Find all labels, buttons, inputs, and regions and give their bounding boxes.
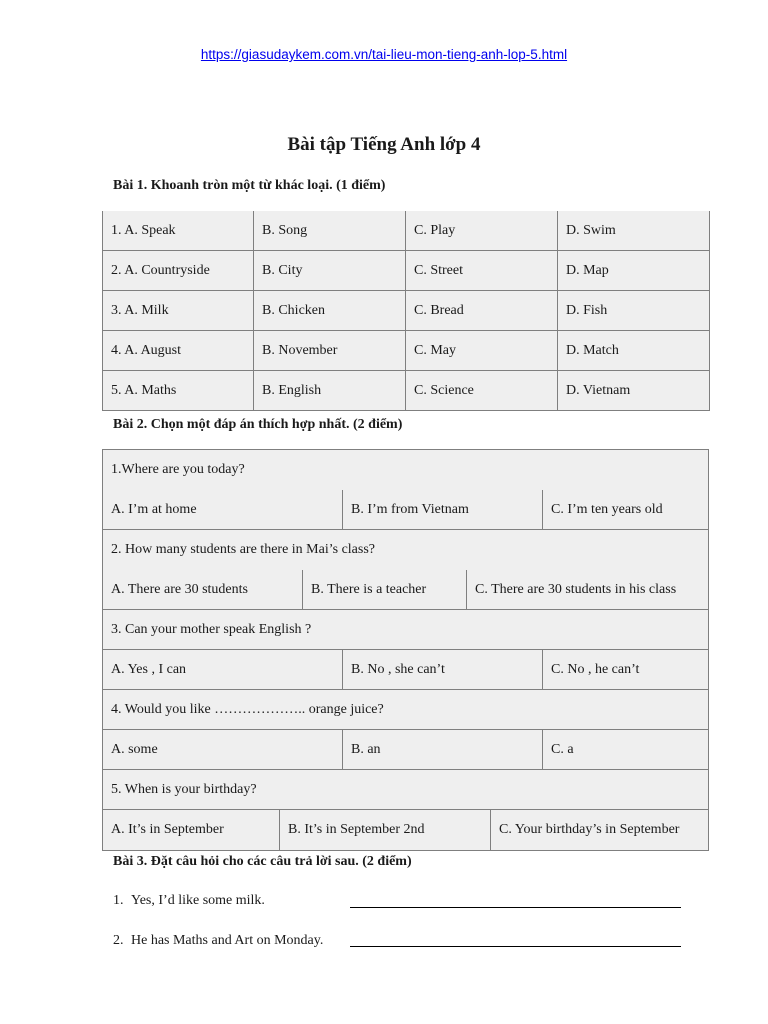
exercise-1-option: B. Chicken — [254, 291, 406, 331]
question-text: 2. How many students are there in Mai’s class? — [111, 542, 375, 557]
answer-option: B. I’m from Vietnam — [342, 490, 542, 529]
item-answer-text: He has Maths and Art on Monday. — [131, 933, 324, 948]
options-row — [103, 570, 708, 610]
answer-option: A. I’m at home — [111, 502, 197, 517]
exercise-2-table — [102, 449, 709, 851]
question-text: 1.Where are you today? — [111, 462, 245, 477]
exercise-1-option: D. Swim — [558, 211, 710, 251]
exercise-1-option: B. City — [254, 251, 406, 291]
answer-blank-line — [350, 946, 681, 947]
options-row — [103, 490, 708, 530]
question-row — [103, 450, 708, 490]
table-row — [103, 291, 710, 331]
worksheet-title: Bài tập Tiếng Anh lớp 4 — [287, 134, 481, 155]
answer-option: A. Yes , I can — [111, 662, 187, 677]
exercise-1-option: B. November — [254, 331, 406, 371]
exercise-1-option: 2. A. Countryside — [103, 251, 254, 291]
answer-option: C. No , he can’t — [542, 650, 708, 689]
table-row — [103, 371, 710, 411]
exercise-1-option: B. English — [254, 371, 406, 411]
exercise-1-option: 3. A. Milk — [103, 291, 254, 331]
answer-option: B. No , she can’t — [342, 650, 542, 689]
exercise-1-table — [102, 211, 710, 411]
exercise-1-option: C. May — [406, 331, 558, 371]
exercise-1-option: C. Street — [406, 251, 558, 291]
exercise-1-option: D. Vietnam — [558, 371, 710, 411]
question-row — [103, 690, 708, 730]
table-row — [103, 211, 710, 251]
source-link[interactable]: https://giasudaykem.com.vn/tai-lieu-mon-tieng-anh-lop-5.html — [200, 47, 568, 62]
exercise-1-heading: Bài 1. Khoanh tròn một từ khác loại. (1 điểm) — [113, 178, 386, 193]
exercise-2-heading: Bài 2. Chọn một đáp án thích hợp nhất. (2 điểm) — [113, 417, 403, 432]
exercise-1-option: B. Song — [254, 211, 406, 251]
options-row — [103, 730, 708, 770]
item-number: 2. — [113, 933, 124, 948]
answer-option: C. a — [542, 730, 708, 769]
question-text: 3. Can your mother speak English ? — [111, 622, 312, 637]
exercise-1-option: 1. A. Speak — [103, 211, 254, 251]
exercise-1-option: D. Map — [558, 251, 710, 291]
item-number: 1. — [113, 893, 124, 908]
answer-blank-line — [350, 907, 681, 908]
answer-option: B. There is a teacher — [302, 570, 466, 609]
exercise-1-option: C. Science — [406, 371, 558, 411]
exercise-1-option: 4. A. August — [103, 331, 254, 371]
answer-option: C. I’m ten years old — [542, 490, 708, 529]
question-text: 5. When is your birthday? — [111, 782, 257, 797]
table-row — [103, 251, 710, 291]
exercise-1-option: C. Play — [406, 211, 558, 251]
question-row — [103, 770, 708, 810]
options-row — [103, 810, 708, 850]
answer-option: A. There are 30 students — [111, 582, 248, 597]
options-row — [103, 650, 708, 690]
table-row — [103, 331, 710, 371]
exercise-1-option: 5. A. Maths — [103, 371, 254, 411]
exercise-3-heading: Bài 3. Đặt câu hỏi cho các câu trả lời sau. (2 điểm) — [113, 854, 412, 869]
item-answer-text: Yes, I’d like some milk. — [131, 893, 265, 908]
exercise-1-option: D. Fish — [558, 291, 710, 331]
answer-option: A. It’s in September — [111, 822, 224, 837]
answer-option: C. There are 30 students in his class — [466, 570, 708, 609]
answer-option: B. an — [342, 730, 542, 769]
answer-option: A. some — [111, 742, 158, 757]
exercise-1-option: D. Match — [558, 331, 710, 371]
exercise-1-option: C. Bread — [406, 291, 558, 331]
answer-option: C. Your birthday’s in September — [490, 810, 708, 850]
question-row — [103, 530, 708, 570]
question-text: 4. Would you like ……………….. orange juice? — [111, 702, 384, 717]
answer-option: B. It’s in September 2nd — [279, 810, 490, 850]
question-row — [103, 610, 708, 650]
